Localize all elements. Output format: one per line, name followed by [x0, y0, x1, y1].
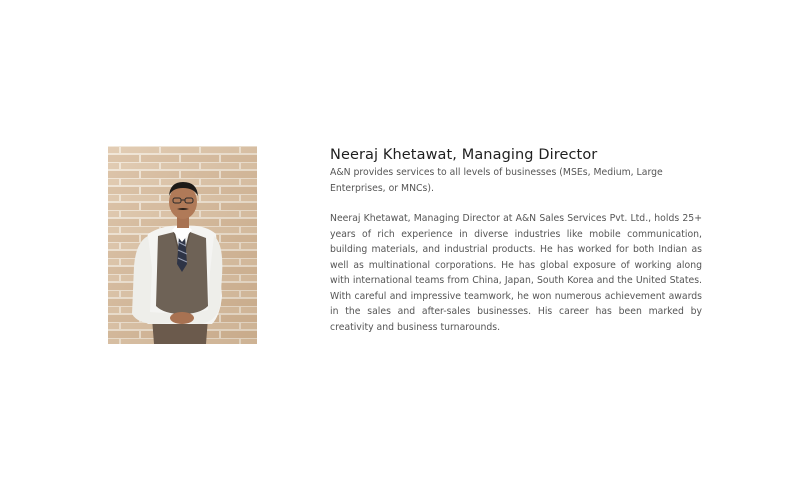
profile-photo — [108, 146, 257, 344]
profile-name-title: Neeraj Khetawat, Managing Director — [330, 147, 598, 163]
portrait-photo — [108, 146, 257, 344]
profile-tagline: A&N provides services to all levels of businesses (MSEs, Medium, Large Enterprises, or MNCs). — [330, 167, 663, 194]
profile-text — [330, 145, 702, 335]
profile-bio: Neeraj Khetawat, Managing Director at A&N Sales Services Pvt. Ltd., holds 25+ years of rich experience in diverse industries like mobile communication, building materials, and industrial products. He has worked for both Indian as well as multinational corporations. He has global exposure of working along with international teams from China, Japan, South Korea and the United States. With careful and impressive teamwork, he won numerous achievement awards in the sales and after-sales businesses. His career has been marked by creativity and business turnarounds. — [330, 213, 702, 333]
